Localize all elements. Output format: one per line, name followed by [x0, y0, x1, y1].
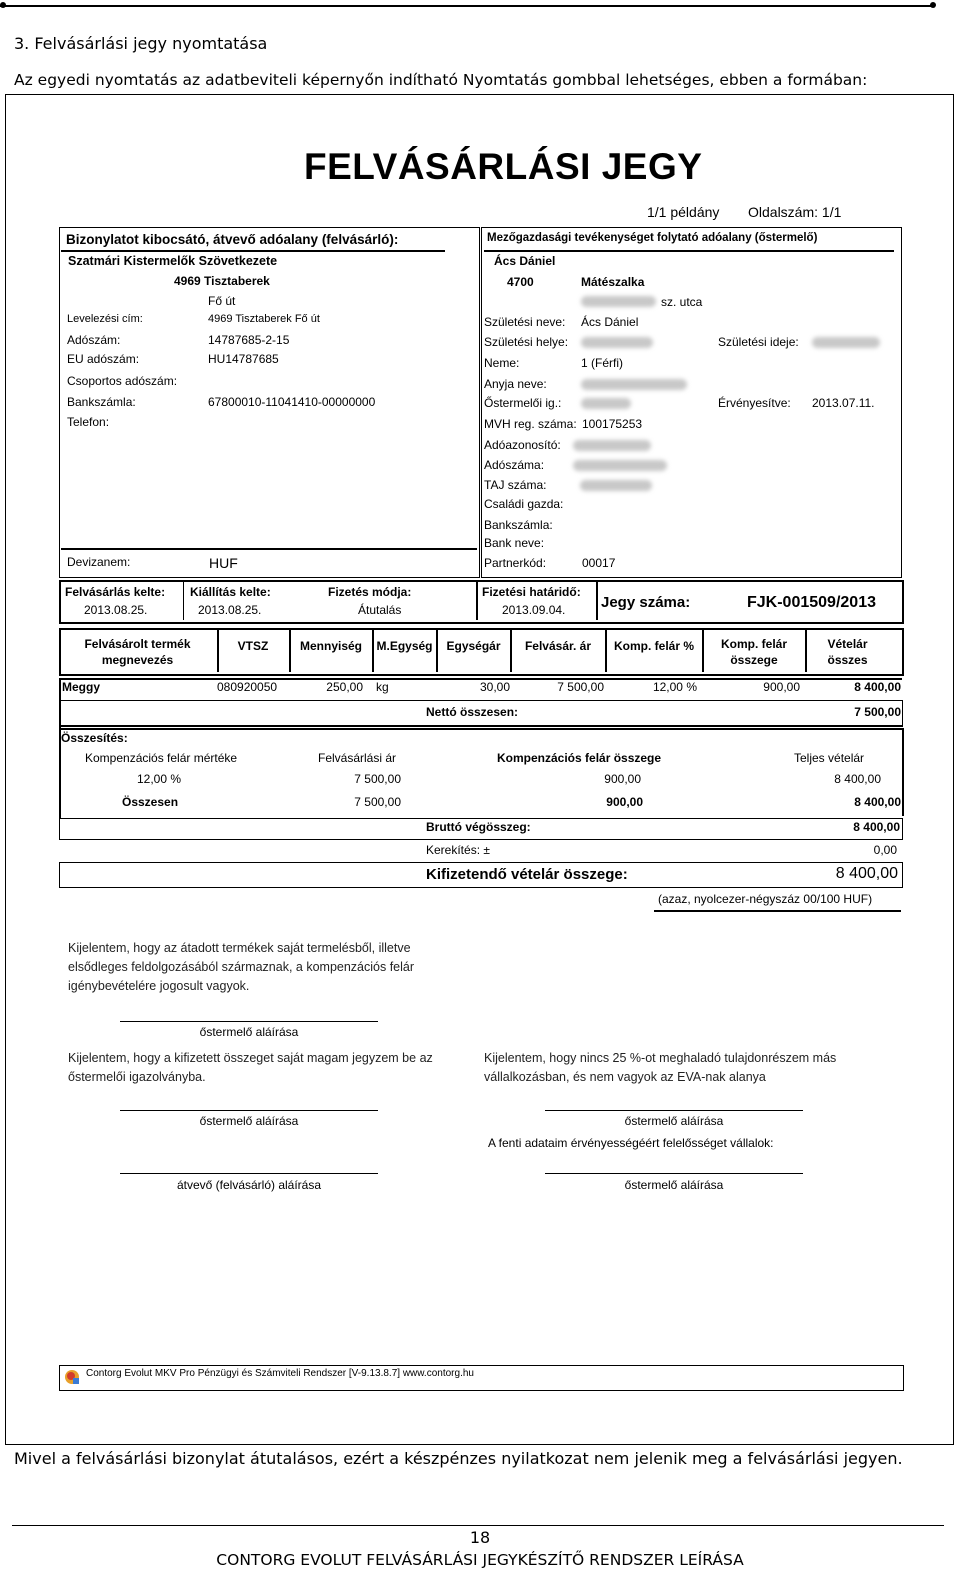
- farmer-postcode: 4700: [507, 275, 534, 289]
- redacted-taj: [580, 480, 652, 491]
- summary-col-total-price: Teljes vételár: [794, 751, 865, 765]
- farmer-heading: Mezőgazdasági tevékenységet folytató adóalany (őstermelő): [487, 232, 818, 244]
- item-comp-pct: 12,00 %: [652, 680, 697, 694]
- redacted-street: [581, 296, 656, 307]
- col-header-unit: M.Egység: [376, 639, 433, 653]
- closing-text: Mivel a felvásárlási bizonylat átutalásos, ezért a készpénzes nyilatkozat nem jelenik meg a felvásárlási jegyen.: [14, 1449, 903, 1468]
- header-rule-dot-right: [930, 2, 936, 8]
- section-title: 3. Felvásárlási jegy nyomtatása: [14, 34, 268, 53]
- signature-line-2: [120, 1110, 378, 1111]
- summary-sum-price: 7 500,00: [354, 795, 401, 809]
- dates-divider-3: [596, 582, 598, 620]
- signature-label-4: átvevő (felvásárló) aláírása: [176, 1178, 322, 1192]
- farmer-family-farmer-label: Családi gazda:: [484, 497, 564, 511]
- purchase-date-value: 2013.08.25.: [84, 603, 148, 617]
- item-vtsz: 080920050: [217, 680, 278, 694]
- summary-row-price: 7 500,00: [354, 772, 401, 786]
- declaration-1-line-2: elsődleges feldolgozásából származnak, a kompenzációs felár: [68, 960, 415, 974]
- redacted-mother-name: [581, 379, 687, 390]
- col-header-product: Felvásárolt termék megnevezés: [84, 637, 191, 667]
- footer-rule: [12, 1525, 944, 1526]
- farmer-birth-name-value: Ács Dániel: [581, 315, 639, 329]
- issuer-heading-rule: [61, 250, 445, 252]
- form-title: FELVÁSÁRLÁSI JEGY: [304, 146, 703, 187]
- redacted-birth-place: [581, 337, 653, 348]
- summary-row-comp: 900,00: [604, 772, 641, 786]
- farmer-bank-name-label: Bank neve:: [484, 536, 545, 550]
- summary-sum-total: 8 400,00: [854, 795, 901, 809]
- farmer-heading-rule: [484, 250, 894, 252]
- item-purchase-price: 7 500,00: [557, 680, 604, 694]
- signature-line-4: [120, 1173, 378, 1174]
- col-header-total: Vételár összes: [827, 637, 868, 667]
- dates-divider-1: [183, 582, 184, 620]
- signature-line-1: [120, 1021, 378, 1022]
- issuer-heading: Bizonylatot kibocsátó, átvevő adóalany (felvásárló):: [66, 232, 399, 247]
- redacted-birth-date: [812, 337, 880, 348]
- summary-sum-label: Összesen: [122, 795, 179, 809]
- issuer-name: Szatmári Kistermelők Szövetkezete: [68, 254, 278, 268]
- rounding-value: 0,00: [873, 843, 897, 857]
- payment-deadline-label: Fizetési határidő:: [482, 585, 581, 599]
- col-header-vtsz: VTSZ: [237, 639, 269, 653]
- farmer-gender-value: 1 (Férfi): [581, 356, 623, 370]
- farmer-birth-place-label: Születési helye:: [484, 335, 569, 349]
- farmer-taj-label: TAJ száma:: [484, 478, 547, 492]
- farmer-name: Ács Dániel: [494, 254, 556, 268]
- summary-row-total: 8 400,00: [834, 772, 881, 786]
- summary-row-pct: 12,00 %: [137, 772, 182, 786]
- header-rule-dot-left: [0, 2, 6, 8]
- signature-line-3: [545, 1110, 803, 1111]
- signature-label-1: őstermelő aláírása: [199, 1025, 299, 1039]
- farmer-city: Mátészalka: [581, 275, 645, 289]
- summary-heading: Összesítés:: [61, 731, 128, 745]
- declaration-3-line-1: Kijelentem, hogy nincs 25 %-ot meghaladó tulajdonrészem más: [484, 1051, 837, 1065]
- issuer-bank-value: 67800010-11041410-00000000: [208, 395, 376, 409]
- dates-divider-2: [476, 582, 478, 620]
- item-unit-price: 30,00: [479, 680, 510, 694]
- issuer-bank-label: Bankszámla:: [67, 395, 136, 409]
- farmer-valid-label: Érvényesítve:: [718, 396, 791, 410]
- payment-method-label: Fizetés módja:: [328, 585, 412, 599]
- issue-date-value: 2013.08.25.: [198, 603, 262, 617]
- copy-info: 1/1 példány: [647, 204, 720, 220]
- issuer-street: Fő út: [208, 294, 236, 308]
- summary-col-comp-rate: Kompenzációs felár mértéke: [85, 751, 238, 765]
- farmer-birth-date-label: Születési ideje:: [718, 335, 799, 349]
- col-header-quantity: Mennyiség: [299, 639, 362, 653]
- col-header-unit-price: Egységár: [446, 639, 501, 653]
- header-rule: [0, 5, 934, 7]
- item-comp-amount: 900,00: [763, 680, 800, 694]
- farmer-mother-label: Anyja neve:: [484, 377, 547, 391]
- footer-title: CONTORG EVOLUT FELVÁSÁRLÁSI JEGYKÉSZÍTŐ RENDSZER LEÍRÁSA: [216, 1551, 744, 1569]
- amount-in-words: (azaz, nyolcezer-négyszáz 00/100 HUF): [658, 892, 873, 906]
- farmer-id-label: Őstermelői ig.:: [484, 396, 562, 410]
- signature-label-3: őstermelő aláírása: [624, 1114, 724, 1128]
- software-footer-text: Contorg Evolut MKV Pro Pénzügyi és Számviteli Rendszer [V-9.13.8.7] www.contorg.hu: [86, 1368, 474, 1379]
- declaration-3-line-2: vállalkozásban, és nem vagyok az EVA-nak alanya: [484, 1070, 766, 1084]
- col-divider-8: [805, 630, 807, 672]
- summary-box: [59, 728, 904, 816]
- intro-text: Az egyedi nyomtatás az adatbeviteli képernyőn indítható Nyomtatás gombbal lehetséges, ebben a formában:: [14, 71, 868, 89]
- issuer-currency-value: HUF: [209, 555, 238, 571]
- redacted-farmer-id: [581, 398, 631, 409]
- redacted-tax-id: [573, 440, 651, 451]
- farmer-birth-name-label: Születési neve:: [484, 315, 566, 329]
- declaration-1-line-3: igénybevételére jogosult vagyok.: [68, 979, 250, 993]
- item-unit: kg: [376, 680, 389, 694]
- net-total-value: 7 500,00: [854, 705, 901, 719]
- net-total-label: Nettó összesen:: [426, 705, 519, 719]
- farmer-partner-code-label: Partnerkód:: [484, 556, 547, 570]
- col-header-comp-pct: Komp. felár %: [613, 639, 694, 653]
- purchase-date-label: Felvásárlás kelte:: [65, 585, 166, 599]
- issuer-city: 4969 Tisztaberek: [174, 274, 270, 288]
- issuer-eu-tax-label: EU adószám:: [67, 352, 140, 366]
- farmer-valid-value: 2013.07.11.: [812, 396, 875, 410]
- ticket-number-value: FJK-001509/2013: [747, 594, 876, 611]
- summary-col-comp-amount: Kompenzációs felár összege: [497, 751, 662, 765]
- issuer-group-tax-label: Csoportos adószám:: [67, 374, 178, 388]
- summary-sum-comp: 900,00: [606, 795, 643, 809]
- issuer-currency-label: Devizanem:: [67, 555, 131, 569]
- page-number: 18: [469, 1528, 491, 1547]
- declaration-1-line-1: Kijelentem, hogy az átadott termékek saját termelésből, illetve: [68, 941, 411, 955]
- farmer-mvh-value: 100175253: [582, 417, 643, 431]
- payable-value: 8 400,00: [835, 865, 898, 882]
- responsibility-statement: A fenti adataim érvényességéért felelősséget vállalok:: [488, 1136, 774, 1150]
- farmer-tax-number-label: Adószáma:: [484, 458, 545, 472]
- issuer-mailing-value: 4969 Tisztaberek Fő út: [208, 313, 320, 325]
- payment-deadline-value: 2013.09.04.: [502, 603, 566, 617]
- farmer-street-suffix: sz. utca: [661, 295, 703, 309]
- rounding-label: Kerekítés: ±: [426, 843, 490, 857]
- item-total: 8 400,00: [854, 680, 901, 694]
- farmer-bank-account-label: Bankszámla:: [484, 518, 553, 532]
- item-name: Meggy: [62, 680, 101, 694]
- declaration-2-line-2: őstermelői igazolványba.: [68, 1070, 206, 1084]
- page-info: Oldalszám: 1/1: [748, 204, 842, 220]
- gross-total-value: 8 400,00: [853, 820, 900, 834]
- payable-label: Kifizetendő vételár összege:: [426, 866, 628, 883]
- farmer-mvh-label: MVH reg. száma:: [484, 417, 577, 431]
- item-qty: 250,00: [326, 680, 363, 694]
- declaration-2-line-1: Kijelentem, hogy a kifizetett összeget saját magam jegyzem be az: [68, 1051, 433, 1065]
- amount-in-words-rule: [654, 910, 901, 912]
- payment-method-value: Átutalás: [358, 603, 402, 617]
- gross-total-label: Bruttó végösszeg:: [426, 820, 531, 834]
- issuer-tax-label: Adószám:: [67, 333, 121, 347]
- signature-line-5: [545, 1173, 803, 1174]
- farmer-partner-code-value: 00017: [582, 556, 616, 570]
- col-header-comp-amount: Komp. felár összege: [720, 637, 787, 667]
- signature-label-2: őstermelő aláírása: [199, 1114, 299, 1128]
- signature-label-5: őstermelő aláírása: [624, 1178, 724, 1192]
- summary-col-purchase-price: Felvásárlási ár: [318, 751, 397, 765]
- ticket-number-label: Jegy száma:: [601, 594, 691, 611]
- redacted-tax-number: [573, 460, 667, 471]
- issuer-eu-tax-value: HU14787685: [208, 352, 279, 366]
- farmer-tax-id-label: Adóazonosító:: [484, 438, 561, 452]
- farmer-gender-label: Neme:: [484, 356, 520, 370]
- contorg-logo-icon: [63, 1368, 81, 1386]
- issuer-tax-value: 14787685-2-15: [208, 333, 290, 347]
- issue-date-label: Kiállítás kelte:: [190, 585, 271, 599]
- issuer-mailing-label: Levelezési cím:: [67, 313, 143, 325]
- issuer-currency-rule: [61, 548, 477, 550]
- col-header-purchase-price: Felvásár. ár: [524, 639, 592, 653]
- issuer-phone-label: Telefon:: [67, 415, 110, 429]
